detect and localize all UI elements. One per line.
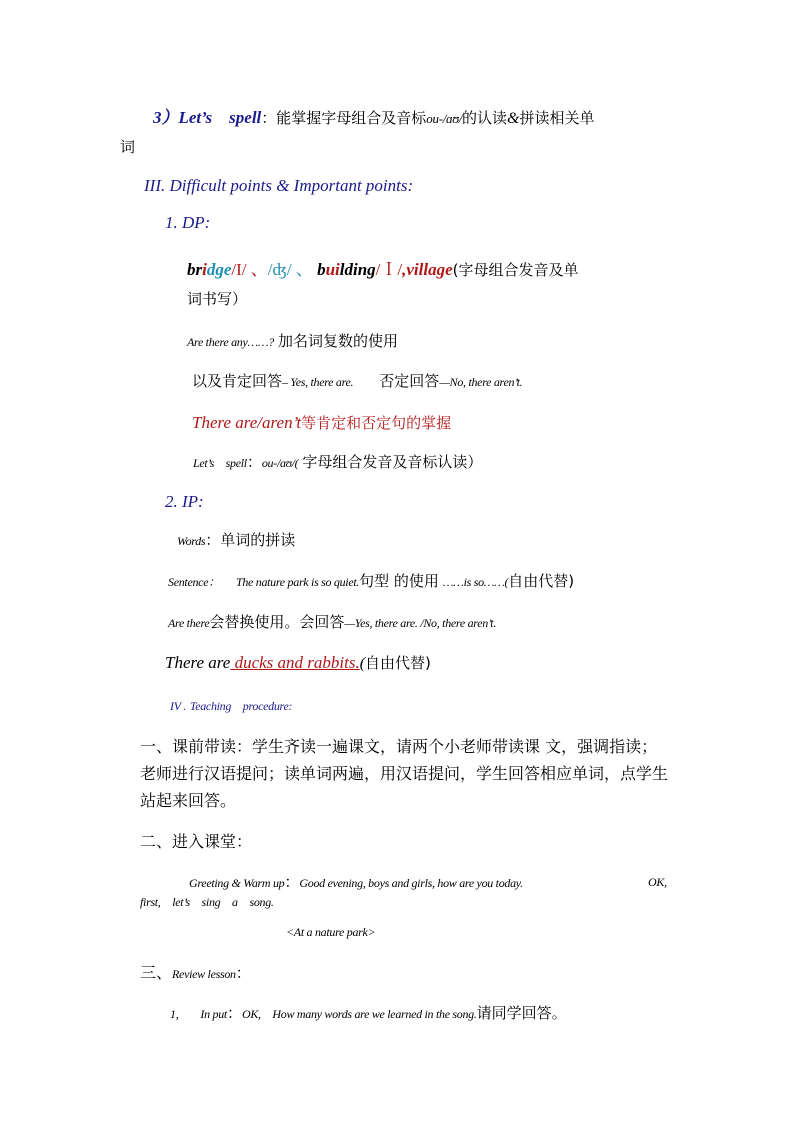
- part-2-heading: 二、进入课堂：: [140, 832, 253, 851]
- affirmative-label: 以及肯定回答: [192, 372, 283, 390]
- greeting-label: Greeting & Warm up: [189, 876, 285, 890]
- village-word: ,village: [402, 260, 453, 279]
- sentence-example: The nature park is so quiet.: [235, 575, 360, 589]
- section-4-number: IV .: [170, 699, 186, 713]
- free-substitute: 自由代替): [365, 654, 431, 672]
- input-item: [170, 1004, 567, 1023]
- item-number: 1,: [170, 1007, 179, 1021]
- ip-there-are-line: [165, 653, 431, 673]
- phonetic: ou-/ɑʊ/: [426, 111, 463, 126]
- negative-label: 否定回答: [379, 372, 440, 390]
- part-1-line-1: 一、课前带读：学生齐读一遍课文，请两个小老师带读课 文，强调指读；: [140, 737, 658, 756]
- input-text: OK, How many words are we learned in the song.: [241, 1007, 477, 1021]
- bridge-i: i: [202, 260, 207, 279]
- answer-note: 会替换使用。会回答: [209, 613, 345, 631]
- building-b: b: [317, 260, 326, 279]
- dp-note: (字母组合发音及单: [452, 261, 579, 279]
- greeting-text: Good evening, boys and girls, how are you today.: [299, 876, 523, 890]
- dp-line-4: [192, 413, 451, 433]
- sentence-pattern: ……is so……(: [442, 575, 509, 589]
- building-rest: lding: [339, 260, 376, 279]
- input-label: In put: [200, 1007, 227, 1021]
- there-are: There are: [165, 653, 231, 672]
- plural-note: 加名词复数的使用: [277, 332, 398, 350]
- colon: ：: [284, 873, 300, 891]
- answer-text: —Yes, there are. /No, there aren’t.: [344, 616, 497, 630]
- ducks-and-rabbits: ducks and rabbits.: [230, 653, 360, 672]
- objective-3-line: [153, 108, 595, 128]
- part-3-number: 三、: [140, 963, 173, 982]
- part-3-heading: [140, 963, 251, 983]
- words-note: ：单词的拼读: [205, 531, 296, 549]
- separator: 、: [295, 260, 313, 279]
- ampersand: &: [507, 110, 520, 127]
- phonetic: ou-/ɑʊ/(: [261, 456, 299, 470]
- lets-spell-label: Let’s spell: [178, 108, 262, 127]
- bridge-word-start: br: [187, 260, 203, 279]
- dp-line-5: [193, 453, 482, 472]
- dp-words-line: [187, 260, 579, 280]
- review-lesson: Review lesson: [172, 967, 236, 981]
- objective-text-2: 的认读: [462, 109, 508, 127]
- colon: ：: [226, 1004, 242, 1022]
- are-there-any: Are there any……?: [187, 335, 274, 349]
- are-there: Are there: [168, 616, 210, 630]
- ip-words-line: [177, 531, 295, 550]
- greeting-ok: OK,: [648, 875, 667, 889]
- sentence-note: 等肯定和否定句的掌握: [301, 414, 452, 432]
- affirmative-answer: – Yes, there are.: [282, 375, 354, 389]
- bridge-dge: dge: [206, 260, 232, 279]
- ip-sentence-line: [168, 572, 574, 591]
- building-ui: ui: [325, 260, 340, 279]
- dp-line-2: [187, 332, 398, 351]
- ip-heading: 2. IP:: [165, 492, 204, 511]
- dp-heading: 1. DP:: [165, 213, 211, 232]
- there-are-arent: There are/aren’t: [192, 413, 302, 432]
- sentence-label: Sentence：: [168, 575, 220, 589]
- part-1-line-2: 老师进行汉语提问；读单词两遍，用汉语提问，学生回答相应单词，点学生: [140, 764, 669, 783]
- greeting-line-2: first, let’s sing a song.: [140, 895, 274, 909]
- objective-wrap: 词: [120, 138, 136, 156]
- paren: (: [359, 655, 366, 672]
- separator: 、: [250, 260, 268, 279]
- words-label: Words: [177, 534, 206, 548]
- part-1-line-3: 站起来回答。: [140, 791, 237, 810]
- song-title: <At a nature park>: [286, 925, 376, 939]
- objective-text-3: 拼读相关单: [519, 109, 595, 127]
- section-4-title: Teaching procedure:: [189, 699, 293, 713]
- building-phonetic: /Ｉ/: [375, 260, 403, 279]
- ip-are-there-line: [168, 613, 496, 632]
- bridge-phonetic: /I/: [231, 260, 247, 279]
- colon: ：: [235, 964, 251, 982]
- sentence-pattern-note: 句型 的使用: [359, 572, 439, 590]
- dp-line-3: [192, 372, 522, 391]
- lets-spell: Let’s spell: [193, 456, 247, 470]
- input-note: 请同学回答。: [476, 1004, 567, 1022]
- section-3-heading: III. Difficult points & Important points:: [144, 176, 414, 195]
- dp-note-wrap: 词书写）: [187, 290, 248, 308]
- objective-number: 3）: [153, 108, 179, 127]
- objective-text: ：能掌握字母组合及音标: [261, 109, 427, 127]
- section-4-heading: [170, 696, 292, 715]
- phonetic-note: 字母组合发音及音标认读）: [302, 453, 483, 471]
- greeting-line: [189, 873, 523, 892]
- negative-answer: —No, there aren’t.: [439, 375, 523, 389]
- dge-phonetic: /ʤ/: [267, 260, 292, 279]
- free-substitute: 自由代替): [508, 572, 575, 590]
- colon: ：: [246, 453, 262, 471]
